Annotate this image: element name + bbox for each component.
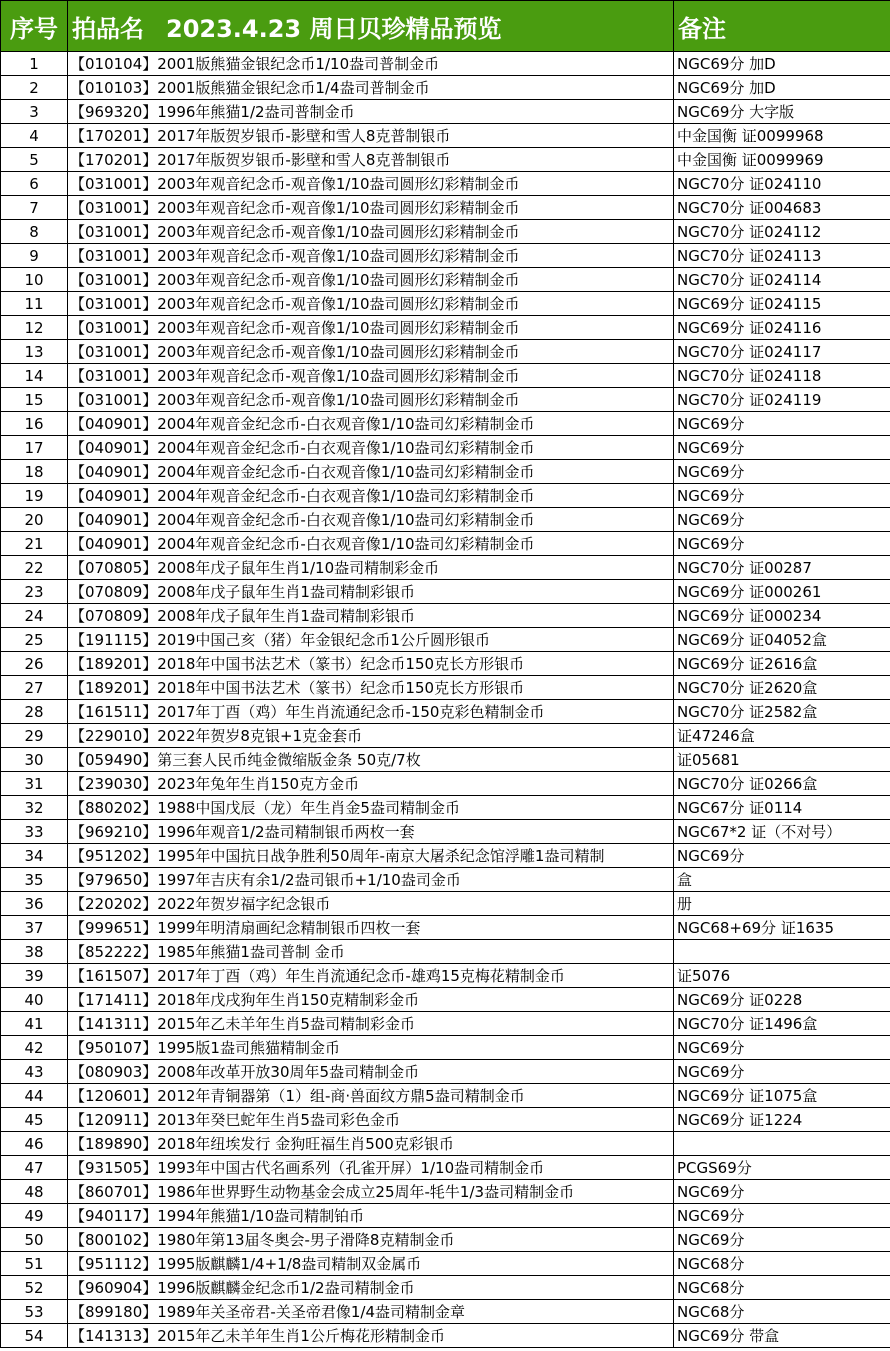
table-row[interactable] <box>1 580 890 604</box>
row-remarks[interactable]: NGC67*2 证（不对号） <box>674 820 890 844</box>
table-row[interactable] <box>1 388 890 412</box>
table-row[interactable] <box>1 1252 890 1276</box>
row-remarks[interactable]: NGC69分 证000261 <box>674 580 890 604</box>
row-remarks[interactable]: NGC70分 证024112 <box>674 220 890 244</box>
row-item-name[interactable]: 【170201】2017年版贺岁银币-影壁和雪人8克普制银币 <box>68 124 674 148</box>
table-row[interactable] <box>1 628 890 652</box>
row-serial-number[interactable]: 33 <box>1 820 68 844</box>
row-item-name[interactable]: 【040901】2004年观音金纪念币-白衣观音像1/10盎司幻彩精制金币 <box>68 508 674 532</box>
row-item-name[interactable]: 【070809】2008年戊子鼠年生肖1盎司精制彩银币 <box>68 604 674 628</box>
table-row[interactable] <box>1 508 890 532</box>
row-serial-number[interactable]: 1 <box>1 52 68 76</box>
row-serial-number[interactable]: 27 <box>1 676 68 700</box>
table-row[interactable] <box>1 484 890 508</box>
row-item-name[interactable]: 【950107】1995版1盎司熊猫精制金币 <box>68 1036 674 1060</box>
row-serial-number[interactable]: 35 <box>1 868 68 892</box>
table-row[interactable] <box>1 844 890 868</box>
table-row[interactable] <box>1 292 890 316</box>
table-row[interactable] <box>1 100 890 124</box>
row-remarks[interactable]: NGC69分 带盒 <box>674 1324 890 1348</box>
row-serial-number[interactable]: 7 <box>1 196 68 220</box>
row-item-name[interactable]: 【969320】1996年熊猫1/2盎司普制金币 <box>68 100 674 124</box>
row-serial-number[interactable]: 40 <box>1 988 68 1012</box>
table-row[interactable] <box>1 268 890 292</box>
row-serial-number[interactable]: 54 <box>1 1324 68 1348</box>
row-item-name[interactable]: 【161511】2017年丁酉（鸡）年生肖流通纪念币-150克彩色精制金币 <box>68 700 674 724</box>
row-remarks[interactable]: NGC70分 证0266盒 <box>674 772 890 796</box>
row-item-name[interactable]: 【940117】1994年熊猫1/10盎司精制铂币 <box>68 1204 674 1228</box>
table-row[interactable] <box>1 796 890 820</box>
row-item-name[interactable]: 【999651】1999年明清扇画纪念精制银币四枚一套 <box>68 916 674 940</box>
row-item-name[interactable]: 【979650】1997年吉庆有余1/2盎司银币+1/10盎司金币 <box>68 868 674 892</box>
row-item-name[interactable]: 【800102】1980年第13届冬奥会-男子滑降8克精制金币 <box>68 1228 674 1252</box>
row-serial-number[interactable]: 5 <box>1 148 68 172</box>
row-item-name[interactable]: 【220202】2022年贺岁福字纪念银币 <box>68 892 674 916</box>
row-serial-number[interactable]: 13 <box>1 340 68 364</box>
row-serial-number[interactable]: 28 <box>1 700 68 724</box>
row-remarks[interactable]: NGC69分 证0228 <box>674 988 890 1012</box>
table-row[interactable] <box>1 436 890 460</box>
row-remarks[interactable]: NGC70分 证024110 <box>674 172 890 196</box>
row-remarks[interactable]: NGC70分 证2620盒 <box>674 676 890 700</box>
row-serial-number[interactable]: 48 <box>1 1180 68 1204</box>
row-item-name[interactable]: 【120911】2013年癸巳蛇年生肖5盎司彩色金币 <box>68 1108 674 1132</box>
row-remarks[interactable]: NGC70分 证2582盒 <box>674 700 890 724</box>
row-remarks[interactable]: NGC70分 证024113 <box>674 244 890 268</box>
row-serial-number[interactable]: 47 <box>1 1156 68 1180</box>
row-item-name[interactable]: 【040901】2004年观音金纪念币-白衣观音像1/10盎司幻彩精制金币 <box>68 412 674 436</box>
table-row[interactable] <box>1 52 890 76</box>
table-row[interactable] <box>1 868 890 892</box>
row-item-name[interactable]: 【040901】2004年观音金纪念币-白衣观音像1/10盎司幻彩精制金币 <box>68 532 674 556</box>
row-remarks[interactable]: NGC70分 证1496盒 <box>674 1012 890 1036</box>
row-item-name[interactable]: 【040901】2004年观音金纪念币-白衣观音像1/10盎司幻彩精制金币 <box>68 436 674 460</box>
row-remarks[interactable]: NGC68+69分 证1635 <box>674 916 890 940</box>
sheet-title: 2023.4.23 周日贝珍精品预览 <box>166 14 502 43</box>
row-item-name[interactable]: 【969210】1996年观音1/2盎司精制银币两枚一套 <box>68 820 674 844</box>
table-row[interactable] <box>1 364 890 388</box>
row-remarks[interactable]: 册 <box>674 892 890 916</box>
row-remarks[interactable]: NGC68分 <box>674 1300 890 1324</box>
table-row[interactable] <box>1 700 890 724</box>
row-serial-number[interactable]: 17 <box>1 436 68 460</box>
row-item-name[interactable]: 【191115】2019中国己亥（猪）年金银纪念币1公斤圆形银币 <box>68 628 674 652</box>
row-remarks[interactable]: NGC69分 加D <box>674 52 890 76</box>
table-row[interactable] <box>1 940 890 964</box>
header-serial-number: 序号 <box>1 1 68 52</box>
row-remarks[interactable]: NGC69分 <box>674 1060 890 1084</box>
row-remarks[interactable]: NGC70分 证004683 <box>674 196 890 220</box>
row-remarks[interactable]: NGC69分 证000234 <box>674 604 890 628</box>
table-row[interactable] <box>1 460 890 484</box>
table-row[interactable] <box>1 724 890 748</box>
row-item-name[interactable]: 【852222】1985年熊猫1盎司普制 金币 <box>68 940 674 964</box>
row-serial-number[interactable]: 44 <box>1 1084 68 1108</box>
row-serial-number[interactable]: 20 <box>1 508 68 532</box>
table-row[interactable] <box>1 1060 890 1084</box>
row-remarks[interactable]: NGC70分 证00287 <box>674 556 890 580</box>
table-row[interactable] <box>1 1108 890 1132</box>
row-item-name[interactable]: 【010104】2001版熊猫金银纪念币1/10盎司普制金币 <box>68 52 674 76</box>
table-row[interactable] <box>1 772 890 796</box>
row-item-name[interactable]: 【931505】1993年中国古代名画系列（孔雀开屏）1/10盎司精制金币 <box>68 1156 674 1180</box>
table-row[interactable] <box>1 220 890 244</box>
row-remarks[interactable]: NGC69分 <box>674 532 890 556</box>
row-remarks[interactable]: NGC69分 <box>674 508 890 532</box>
row-serial-number[interactable]: 10 <box>1 268 68 292</box>
table-row[interactable] <box>1 1156 890 1180</box>
table-row[interactable] <box>1 1228 890 1252</box>
row-serial-number[interactable]: 39 <box>1 964 68 988</box>
row-item-name[interactable]: 【031001】2003年观音纪念币-观音像1/10盎司圆形幻彩精制金币 <box>68 220 674 244</box>
row-serial-number[interactable]: 21 <box>1 532 68 556</box>
row-serial-number[interactable]: 15 <box>1 388 68 412</box>
row-item-name[interactable]: 【189201】2018年中国书法艺术（篆书）纪念币150克长方形银币 <box>68 652 674 676</box>
row-remarks[interactable]: PCGS69分 <box>674 1156 890 1180</box>
row-item-name[interactable]: 【229010】2022年贺岁8克银+1克金套币 <box>68 724 674 748</box>
row-serial-number[interactable]: 8 <box>1 220 68 244</box>
row-serial-number[interactable]: 36 <box>1 892 68 916</box>
table-row[interactable] <box>1 124 890 148</box>
table-row[interactable] <box>1 1204 890 1228</box>
row-item-name[interactable]: 【141313】2015年乙未羊年生肖1公斤梅花形精制金币 <box>68 1324 674 1348</box>
row-remarks[interactable]: NGC69分 大字版 <box>674 100 890 124</box>
row-serial-number[interactable]: 51 <box>1 1252 68 1276</box>
row-item-name[interactable]: 【031001】2003年观音纪念币-观音像1/10盎司圆形幻彩精制金币 <box>68 316 674 340</box>
row-remarks[interactable]: 证47246盒 <box>674 724 890 748</box>
row-remarks[interactable]: NGC69分 证04052盒 <box>674 628 890 652</box>
row-item-name[interactable]: 【070809】2008年戊子鼠年生肖1盎司精制彩银币 <box>68 580 674 604</box>
row-serial-number[interactable]: 24 <box>1 604 68 628</box>
row-remarks[interactable]: NGC70分 证024118 <box>674 364 890 388</box>
row-item-name[interactable]: 【170201】2017年版贺岁银币-影壁和雪人8克普制银币 <box>68 148 674 172</box>
table-row[interactable] <box>1 412 890 436</box>
row-item-name[interactable]: 【880202】1988中国戊辰（龙）年生肖金5盎司精制金币 <box>68 796 674 820</box>
table-row[interactable] <box>1 1084 890 1108</box>
row-remarks[interactable]: 中金国衡 证0099968 <box>674 124 890 148</box>
row-item-name[interactable]: 【031001】2003年观音纪念币-观音像1/10盎司圆形幻彩精制金币 <box>68 340 674 364</box>
table-row[interactable] <box>1 892 890 916</box>
row-remarks[interactable]: NGC70分 证024117 <box>674 340 890 364</box>
row-serial-number[interactable]: 14 <box>1 364 68 388</box>
row-remarks[interactable]: NGC67分 证0114 <box>674 796 890 820</box>
row-remarks[interactable]: NGC68分 <box>674 1276 890 1300</box>
row-serial-number[interactable]: 9 <box>1 244 68 268</box>
row-serial-number[interactable]: 4 <box>1 124 68 148</box>
row-item-name[interactable]: 【899180】1989年关圣帝君-关圣帝君像1/4盎司精制金章 <box>68 1300 674 1324</box>
row-serial-number[interactable]: 25 <box>1 628 68 652</box>
table-row[interactable] <box>1 532 890 556</box>
table-row[interactable] <box>1 1276 890 1300</box>
row-item-name[interactable]: 【031001】2003年观音纪念币-观音像1/10盎司圆形幻彩精制金币 <box>68 172 674 196</box>
row-remarks[interactable] <box>674 1132 890 1156</box>
row-serial-number[interactable]: 50 <box>1 1228 68 1252</box>
row-remarks[interactable]: NGC69分 证024116 <box>674 316 890 340</box>
row-item-name[interactable]: 【951202】1995年中国抗日战争胜利50周年-南京大屠杀纪念馆浮雕1盎司精制 <box>68 844 674 868</box>
row-remarks[interactable]: NGC70分 证024114 <box>674 268 890 292</box>
table-row[interactable] <box>1 1012 890 1036</box>
row-serial-number[interactable]: 43 <box>1 1060 68 1084</box>
table-row[interactable] <box>1 964 890 988</box>
table-row[interactable] <box>1 1180 890 1204</box>
table-row[interactable] <box>1 148 890 172</box>
row-serial-number[interactable]: 2 <box>1 76 68 100</box>
row-serial-number[interactable]: 53 <box>1 1300 68 1324</box>
row-item-name[interactable]: 【080903】2008年改革开放30周年5盎司精制金币 <box>68 1060 674 1084</box>
header-item-name: 拍品名 <box>72 14 144 43</box>
row-serial-number[interactable]: 18 <box>1 460 68 484</box>
table-row[interactable] <box>1 820 890 844</box>
row-item-name[interactable]: 【161507】2017年丁酉（鸡）年生肖流通纪念币-雄鸡15克梅花精制金币 <box>68 964 674 988</box>
header-row <box>1 1 890 52</box>
row-item-name[interactable]: 【010103】2001版熊猫金银纪念币1/4盎司普制金币 <box>68 76 674 100</box>
row-item-name[interactable]: 【189890】2018年纽埃发行 金狗旺福生肖500克彩银币 <box>68 1132 674 1156</box>
row-item-name[interactable]: 【951112】1995版麒麟1/4+1/8盎司精制双金属币 <box>68 1252 674 1276</box>
row-remarks[interactable]: NGC69分 <box>674 436 890 460</box>
row-remarks[interactable]: 证05681 <box>674 748 890 772</box>
row-remarks[interactable]: NGC69分 <box>674 1036 890 1060</box>
row-remarks[interactable]: NGC69分 <box>674 1228 890 1252</box>
row-remarks[interactable]: NGC69分 <box>674 460 890 484</box>
table-row[interactable] <box>1 604 890 628</box>
row-remarks[interactable]: NGC69分 <box>674 484 890 508</box>
row-item-name[interactable]: 【031001】2003年观音纪念币-观音像1/10盎司圆形幻彩精制金币 <box>68 292 674 316</box>
row-serial-number[interactable]: 45 <box>1 1108 68 1132</box>
row-item-name[interactable]: 【040901】2004年观音金纪念币-白衣观音像1/10盎司幻彩精制金币 <box>68 460 674 484</box>
row-serial-number[interactable]: 46 <box>1 1132 68 1156</box>
row-item-name[interactable]: 【070805】2008年戊子鼠年生肖1/10盎司精制彩金币 <box>68 556 674 580</box>
header-remarks: 备注 <box>674 1 890 52</box>
table-row[interactable] <box>1 676 890 700</box>
table-row[interactable] <box>1 196 890 220</box>
row-serial-number[interactable]: 30 <box>1 748 68 772</box>
row-item-name[interactable]: 【171411】2018年戊戌狗年生肖150克精制彩金币 <box>68 988 674 1012</box>
row-item-name[interactable]: 【059490】第三套人民币纯金微缩版金条 50克/7枚 <box>68 748 674 772</box>
table-row[interactable] <box>1 1132 890 1156</box>
table-row[interactable] <box>1 652 890 676</box>
row-serial-number[interactable]: 38 <box>1 940 68 964</box>
row-serial-number[interactable]: 42 <box>1 1036 68 1060</box>
table-row[interactable] <box>1 988 890 1012</box>
row-serial-number[interactable]: 22 <box>1 556 68 580</box>
table-body <box>1 52 890 1348</box>
row-remarks[interactable]: NGC69分 <box>674 1204 890 1228</box>
row-remarks[interactable]: NGC69分 <box>674 844 890 868</box>
row-remarks[interactable]: NGC69分 证2616盒 <box>674 652 890 676</box>
row-serial-number[interactable]: 52 <box>1 1276 68 1300</box>
row-remarks[interactable]: 盒 <box>674 868 890 892</box>
table-row[interactable] <box>1 340 890 364</box>
row-serial-number[interactable]: 12 <box>1 316 68 340</box>
row-remarks[interactable]: NGC69分 <box>674 1180 890 1204</box>
row-item-name[interactable]: 【239030】2023年兔年生肖150克方金币 <box>68 772 674 796</box>
row-item-name[interactable]: 【189201】2018年中国书法艺术（篆书）纪念币150克长方形银币 <box>68 676 674 700</box>
table-row[interactable] <box>1 244 890 268</box>
row-item-name[interactable]: 【860701】1986年世界野生动物基金会成立25周年-牦牛1/3盎司精制金币 <box>68 1180 674 1204</box>
table-row[interactable] <box>1 316 890 340</box>
row-serial-number[interactable]: 41 <box>1 1012 68 1036</box>
row-item-name[interactable]: 【040901】2004年观音金纪念币-白衣观音像1/10盎司幻彩精制金币 <box>68 484 674 508</box>
row-remarks[interactable]: NGC69分 <box>674 412 890 436</box>
row-item-name[interactable]: 【031001】2003年观音纪念币-观音像1/10盎司圆形幻彩精制金币 <box>68 196 674 220</box>
table-row[interactable] <box>1 172 890 196</box>
row-serial-number[interactable]: 37 <box>1 916 68 940</box>
row-remarks[interactable]: NGC69分 加D <box>674 76 890 100</box>
table-row[interactable] <box>1 748 890 772</box>
table-row[interactable] <box>1 76 890 100</box>
row-serial-number[interactable]: 16 <box>1 412 68 436</box>
row-serial-number[interactable]: 3 <box>1 100 68 124</box>
row-remarks[interactable]: NGC68分 <box>674 1252 890 1276</box>
row-item-name[interactable]: 【031001】2003年观音纪念币-观音像1/10盎司圆形幻彩精制金币 <box>68 388 674 412</box>
row-remarks[interactable]: NGC70分 证024119 <box>674 388 890 412</box>
row-remarks[interactable]: 证5076 <box>674 964 890 988</box>
row-remarks[interactable] <box>674 940 890 964</box>
row-remarks[interactable]: 中金国衡 证0099969 <box>674 148 890 172</box>
row-serial-number[interactable]: 49 <box>1 1204 68 1228</box>
row-item-name[interactable]: 【141311】2015年乙未羊年生肖5盎司精制彩金币 <box>68 1012 674 1036</box>
row-item-name[interactable]: 【120601】2012年青铜器第（1）组-商·兽面纹方鼎5盎司精制金币 <box>68 1084 674 1108</box>
row-serial-number[interactable]: 29 <box>1 724 68 748</box>
table-row[interactable] <box>1 1300 890 1324</box>
table-row[interactable] <box>1 556 890 580</box>
row-serial-number[interactable]: 32 <box>1 796 68 820</box>
row-remarks[interactable]: NGC69分 证1224 <box>674 1108 890 1132</box>
row-remarks[interactable]: NGC69分 证1075盒 <box>674 1084 890 1108</box>
table-row[interactable] <box>1 1036 890 1060</box>
row-item-name[interactable]: 【031001】2003年观音纪念币-观音像1/10盎司圆形幻彩精制金币 <box>68 244 674 268</box>
row-item-name[interactable]: 【960904】1996版麒麟金纪念币1/2盎司精制金币 <box>68 1276 674 1300</box>
row-serial-number[interactable]: 23 <box>1 580 68 604</box>
table-row[interactable] <box>1 916 890 940</box>
row-serial-number[interactable]: 11 <box>1 292 68 316</box>
row-serial-number[interactable]: 6 <box>1 172 68 196</box>
header-item-name-cell <box>68 1 674 52</box>
row-serial-number[interactable]: 19 <box>1 484 68 508</box>
row-item-name[interactable]: 【031001】2003年观音纪念币-观音像1/10盎司圆形幻彩精制金币 <box>68 268 674 292</box>
row-item-name[interactable]: 【031001】2003年观音纪念币-观音像1/10盎司圆形幻彩精制金币 <box>68 364 674 388</box>
row-remarks[interactable]: NGC69分 证024115 <box>674 292 890 316</box>
row-serial-number[interactable]: 31 <box>1 772 68 796</box>
row-serial-number[interactable]: 26 <box>1 652 68 676</box>
row-serial-number[interactable]: 34 <box>1 844 68 868</box>
table-row[interactable] <box>1 1324 890 1348</box>
